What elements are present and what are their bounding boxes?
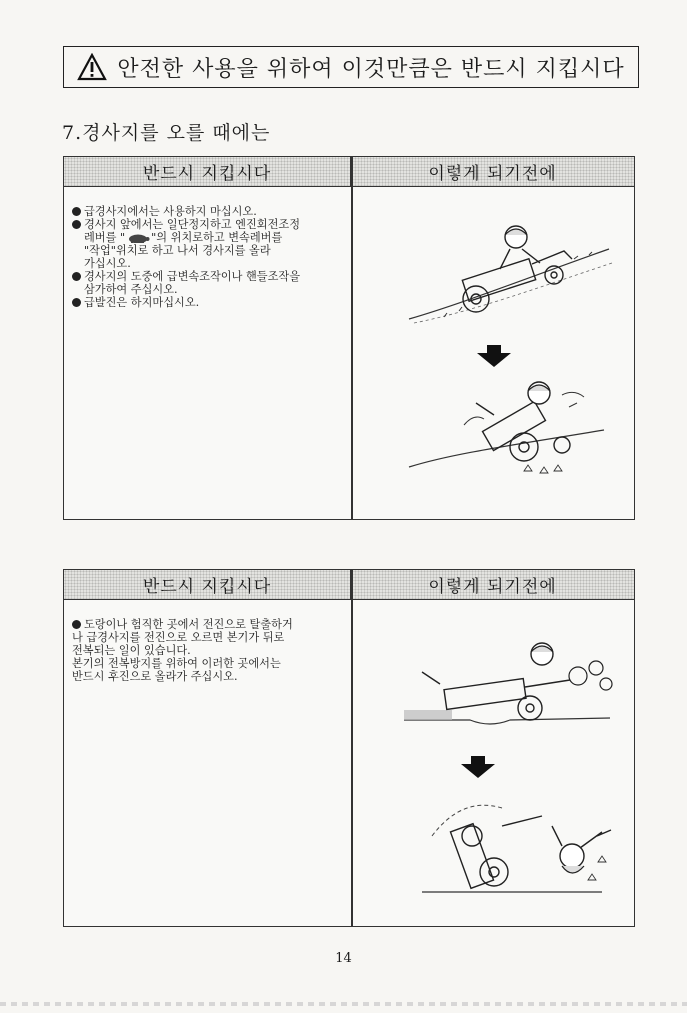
section-title: 7.경사지를 오를 때에는 [62,122,271,144]
scan-artifact [0,1002,687,1006]
warning-triangle-icon [77,53,107,81]
panel2-instructions [72,618,348,683]
instruction-line: 경사지의 도중에 급변속조작이나 핸들조작을 [72,270,348,283]
page-number: 14 [335,951,352,966]
turtle-icon [125,232,151,243]
panel2-left-header: 반드시 지킵시다 [64,570,351,600]
down-arrow-icon [477,345,511,367]
bullet-dot [72,220,81,229]
tractor-on-slope-illustration [404,219,616,327]
instruction-line: 경사지 앞에서는 일단정지하고 엔진회전조정 [72,218,348,231]
bullet-dot [72,620,81,629]
instruction-line: 전복되는 일이 있습니다. [72,644,191,657]
panel1-left-header: 반드시 지킵시다 [64,157,351,187]
bullet-dot [72,272,81,281]
warning-banner [63,46,639,88]
instruction-line: "작업"위치로 하고 나서 경사지를 올라 [84,244,271,257]
instruction-line: 반드시 후진으로 올라가 주십시오. [72,670,238,683]
tractor-in-ditch-illustration [400,632,620,734]
instruction-line: 도랑이나 험직한 곳에서 전진으로 탈출하거 [72,618,348,631]
instruction-line: 레버를 " "의 위치로하고 변속레버를 [84,231,283,244]
tractor-tipping-illustration [404,375,614,479]
panel2-right-header: 이렇게 되기전에 [351,570,634,600]
panel-slope-climbing [63,156,635,520]
instruction-line: 급경사지에서는 사용하지 마십시오. [72,205,348,218]
panel1-divider [351,157,353,519]
bullet-dot [72,207,81,216]
instruction-line: 본기의 전복방지를 위하여 이러한 곳에서는 [72,657,281,670]
panel1-right-header: 이렇게 되기전에 [351,157,634,187]
banner-title: 안전한 사용을 위하여 이것만큼은 반드시 지킵시다 [117,56,625,82]
panel2-divider [351,570,353,926]
tractor-flipped-illustration [402,796,622,902]
bullet-dot [72,298,81,307]
instruction-line: 나 급경사지를 전진으로 오르면 본기가 뒤로 [72,631,285,644]
panel-reverse-climbing [63,569,635,927]
down-arrow-icon [461,756,495,778]
panel1-instructions [72,205,348,309]
instruction-line: 삼가하여 주십시오. [84,283,178,296]
instruction-line: 가십시오. [84,257,131,270]
instruction-line: 급발진은 하지마십시오. [72,296,348,309]
